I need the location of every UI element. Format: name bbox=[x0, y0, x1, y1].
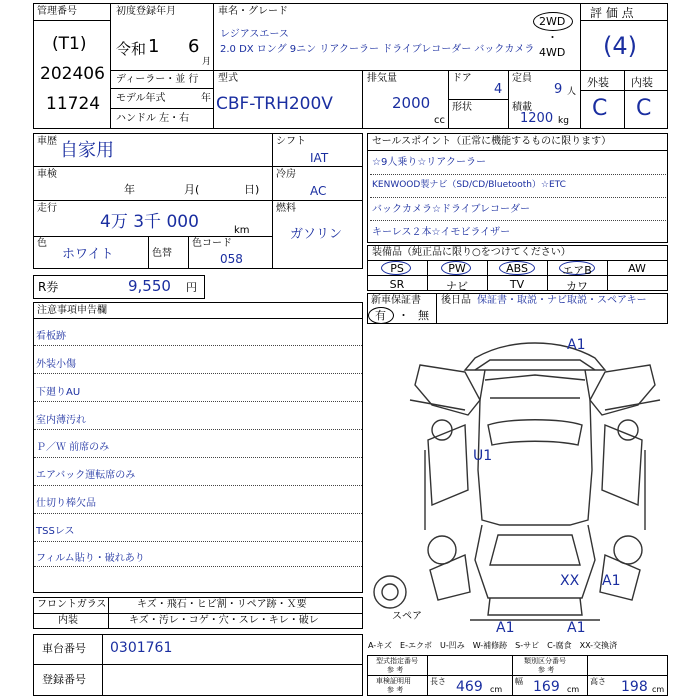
length-unit: cm bbox=[490, 685, 503, 694]
color-code-label: 色コード bbox=[192, 238, 232, 249]
class-label: 類別区分番号 bbox=[524, 657, 566, 665]
drive-dot: ・ bbox=[547, 31, 558, 44]
sales-title: セールスポイント（正常に機能するものに限ります） bbox=[372, 136, 612, 147]
reg-month: 6 bbox=[188, 36, 200, 57]
divider bbox=[213, 3, 214, 129]
history-value: 自家用 bbox=[60, 140, 114, 161]
fuel-value: ガソリン bbox=[290, 227, 343, 242]
type-value: CBF-TRH200V bbox=[216, 94, 333, 114]
front-glass-value: キズ・飛石・ヒビ割・リペア跡・Ｘ要 bbox=[137, 599, 307, 610]
load-value: 1200 bbox=[520, 111, 554, 126]
note-item: エアバック運転席のみ bbox=[36, 470, 136, 481]
width-unit: cm bbox=[567, 685, 580, 694]
mileage-value: 4万 3千 000 bbox=[100, 212, 199, 232]
warranty-dot: ・ bbox=[398, 309, 409, 322]
divider bbox=[370, 174, 666, 175]
interior-value: キズ・汚レ・コゲ・穴・スレ・キレ・破レ bbox=[129, 615, 319, 626]
warranty-no: 無 bbox=[418, 309, 429, 322]
chassis-value: 0301761 bbox=[110, 640, 173, 656]
divider bbox=[580, 70, 668, 71]
era-year: 1 bbox=[148, 36, 160, 57]
width-label: 幅 bbox=[515, 677, 523, 686]
class-ref: 参 考 bbox=[538, 666, 555, 674]
option-value: 保証書・取説・ナビ取説・スペアキー bbox=[477, 295, 647, 306]
height-unit: cm bbox=[652, 685, 665, 694]
r-value: 9,550 bbox=[128, 277, 171, 295]
divider bbox=[33, 166, 272, 167]
color-code-value: 058 bbox=[220, 252, 243, 266]
divider bbox=[33, 200, 272, 201]
model-year-label: モデル年式 bbox=[116, 93, 166, 104]
door-value: 4 bbox=[494, 82, 503, 97]
fuel-label: 燃料 bbox=[276, 203, 296, 214]
model-spec-ref: 参 考 bbox=[387, 666, 404, 674]
divider bbox=[508, 70, 509, 129]
divider bbox=[110, 108, 213, 109]
color-label: 色 bbox=[37, 238, 47, 249]
damage-mark: A1 bbox=[567, 620, 586, 636]
history-label: 車歴 bbox=[37, 136, 57, 147]
car-grade: 2.0 DX ロング 9ニン リアクーラー ドライブレコーダー バックカメラ bbox=[220, 44, 535, 55]
drive-4wd: 4WD bbox=[539, 46, 566, 59]
sales-item: KENWOOD製ナビ（SD/CD/Bluetooth）☆ETC bbox=[372, 180, 566, 190]
month-unit: 月 bbox=[202, 57, 212, 67]
type-label: 型式 bbox=[218, 73, 238, 84]
divider bbox=[102, 634, 103, 696]
shape-label: 形状 bbox=[452, 102, 472, 113]
eval-score: (4) bbox=[603, 32, 637, 60]
name-label: 車名・グレード bbox=[218, 6, 288, 17]
divider bbox=[624, 70, 625, 129]
divider bbox=[448, 99, 508, 100]
divider bbox=[33, 664, 363, 665]
disp-unit: cc bbox=[434, 115, 445, 126]
divider bbox=[33, 613, 363, 614]
equip-airbag: エアB bbox=[562, 264, 592, 277]
divider bbox=[33, 20, 110, 21]
divider bbox=[580, 3, 581, 129]
color-value: ホワイト bbox=[62, 247, 114, 262]
inspect-day: 日) bbox=[244, 183, 260, 196]
note-item: 仕切り棒欠品 bbox=[36, 498, 96, 509]
mgmt-label: 管理番号 bbox=[37, 6, 77, 17]
divider bbox=[34, 485, 362, 486]
sales-item: バックカメラ☆ドライブレコーダー bbox=[372, 204, 530, 215]
divider bbox=[34, 401, 362, 402]
equip-sr: SR bbox=[389, 278, 405, 291]
divider bbox=[272, 133, 273, 269]
damage-mark: A1 bbox=[602, 573, 621, 589]
divider bbox=[367, 275, 668, 276]
option-label: 後日品 bbox=[441, 295, 471, 306]
divider bbox=[110, 3, 111, 129]
width-value: 169 bbox=[533, 679, 560, 695]
damage-mark: A1 bbox=[567, 337, 586, 353]
cap-label: 定員 bbox=[512, 73, 532, 84]
recolor-label: 色替 bbox=[152, 248, 172, 259]
int-grade: C bbox=[636, 96, 652, 121]
mgmt-code: (T1) bbox=[52, 34, 87, 54]
car-name: レジアスエース bbox=[220, 29, 289, 40]
load-unit: kg bbox=[558, 116, 569, 126]
divider bbox=[272, 166, 363, 167]
int-label: 内装 bbox=[631, 76, 653, 89]
inspect-label: 車検 bbox=[37, 169, 57, 180]
reg-label: 初度登録年月 bbox=[116, 6, 176, 17]
equip-tv: TV bbox=[509, 278, 525, 291]
spare-label: スペア bbox=[392, 611, 422, 622]
ext-grade: C bbox=[592, 96, 608, 121]
chassis-label: 車台番号 bbox=[42, 642, 86, 655]
divider bbox=[370, 220, 666, 221]
warranty-label: 新車保証書 bbox=[371, 295, 421, 306]
divider bbox=[34, 345, 362, 346]
height-label: 高さ bbox=[590, 677, 606, 686]
length-label: 長さ bbox=[430, 677, 446, 686]
note-item: 室内薄汚れ bbox=[36, 415, 86, 426]
r-unit: 円 bbox=[186, 281, 197, 294]
equip-leather: カワ bbox=[566, 280, 588, 293]
mileage-label: 走行 bbox=[37, 203, 57, 214]
height-value: 198 bbox=[621, 679, 648, 695]
ac-label: 冷房 bbox=[276, 169, 296, 180]
divider bbox=[148, 236, 149, 269]
equip-aw: AW bbox=[628, 262, 646, 275]
divider bbox=[34, 513, 362, 514]
divider bbox=[34, 541, 362, 542]
inspect-month: 月( bbox=[184, 183, 200, 196]
note-item: TSSレス bbox=[36, 526, 75, 537]
note-item: 下廻りAU bbox=[36, 387, 81, 398]
load-label: 積載 bbox=[512, 102, 532, 113]
cert-ref: 参 考 bbox=[387, 686, 404, 694]
model-year-unit: 年 bbox=[201, 93, 211, 104]
mgmt-number: 11724 bbox=[46, 94, 101, 114]
divider bbox=[110, 88, 213, 89]
eval-label: 評 価 点 bbox=[590, 6, 634, 20]
legend: A-キズ E-エクボ U-凹み W-補修跡 S-サビ C-腐食 XX-交換済 bbox=[368, 641, 618, 650]
dealer-label: ディーラー・並 行 bbox=[116, 74, 199, 85]
damage-mark: U1 bbox=[473, 448, 493, 464]
divider bbox=[33, 318, 363, 319]
equip-abs: ABS bbox=[506, 262, 528, 275]
registration-label: 登録番号 bbox=[42, 673, 86, 686]
divider bbox=[367, 675, 668, 676]
cap-value: 9 bbox=[554, 82, 563, 97]
divider bbox=[34, 373, 362, 374]
divider bbox=[512, 655, 513, 696]
warranty-yes: 有 bbox=[375, 309, 386, 322]
mgmt-date: 202406 bbox=[40, 64, 105, 84]
inspect-year: 年 bbox=[124, 183, 135, 196]
cap-unit: 人 bbox=[567, 87, 577, 97]
note-item: 外装小傷 bbox=[36, 359, 76, 370]
shift-value: IAT bbox=[310, 151, 329, 165]
divider bbox=[272, 200, 363, 201]
note-item: フィルム貼り・破れあり bbox=[36, 553, 145, 564]
shift-label: シフト bbox=[276, 136, 306, 147]
sales-item: ☆9人乗り☆リアクーラー bbox=[372, 157, 486, 168]
sales-item: キーレス２本☆イモビライザー bbox=[372, 227, 511, 238]
disp-value: 2000 bbox=[392, 94, 431, 112]
interior-label: 内装 bbox=[58, 615, 78, 626]
mileage-unit: km bbox=[234, 225, 250, 236]
divider bbox=[587, 655, 588, 696]
equip-ps: PS bbox=[390, 262, 404, 275]
divider bbox=[34, 457, 362, 458]
equip-title: 装備品（純正品に限り○をつけてください） bbox=[372, 247, 571, 258]
drive-2wd: 2WD bbox=[539, 15, 566, 28]
damage-mark: XX bbox=[560, 573, 580, 589]
damage-mark: A1 bbox=[496, 620, 515, 636]
model-spec-label: 型式指定番号 bbox=[376, 657, 418, 665]
front-glass-label: フロントガラス bbox=[37, 599, 107, 610]
equip-navi: ナビ bbox=[446, 280, 468, 293]
r-label: R券 bbox=[38, 280, 59, 294]
divider bbox=[362, 70, 363, 129]
divider bbox=[370, 197, 666, 198]
length-value: 469 bbox=[456, 679, 483, 695]
ext-label: 外装 bbox=[587, 76, 609, 89]
era: 令和 bbox=[116, 40, 147, 58]
divider bbox=[367, 150, 668, 151]
door-label: ドア bbox=[452, 73, 472, 84]
r-ticket-box bbox=[33, 275, 205, 299]
divider bbox=[110, 70, 580, 71]
equip-pw: PW bbox=[448, 262, 466, 275]
divider bbox=[436, 293, 437, 324]
note-item: 看板跡 bbox=[36, 331, 66, 342]
divider bbox=[34, 429, 362, 430]
disp-label: 排気量 bbox=[367, 73, 397, 84]
ac-value: AC bbox=[310, 184, 327, 198]
notes-title: 注意事項申告欄 bbox=[37, 305, 107, 316]
divider bbox=[188, 236, 189, 269]
divider bbox=[34, 566, 362, 567]
divider bbox=[580, 20, 668, 21]
divider bbox=[33, 236, 272, 237]
car-damage-diagram bbox=[370, 330, 666, 635]
divider bbox=[427, 655, 428, 696]
handle-label: ハンドル 左・右 bbox=[116, 113, 190, 124]
cert-label: 車検証明用 bbox=[376, 677, 411, 685]
note-item: Ｐ／Ｗ 前席のみ bbox=[36, 442, 110, 453]
